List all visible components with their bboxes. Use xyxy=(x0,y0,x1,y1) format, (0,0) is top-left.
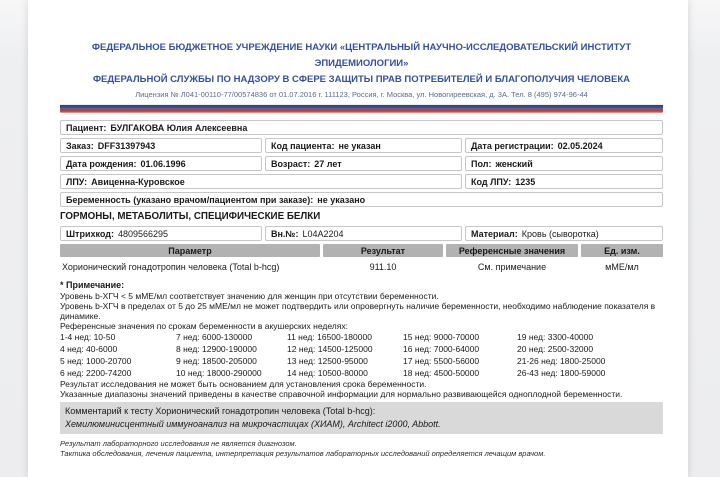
patient-row xyxy=(60,120,663,135)
ref-range: 9 нед: 18500-205000 xyxy=(176,356,257,366)
ref-range: 7 нед: 6000-130000 xyxy=(176,332,253,342)
ref-range: 21-26 нед: 1800-25000 xyxy=(517,356,606,366)
ref-range: 10 нед: 18000-290000 xyxy=(176,368,262,378)
result-reference: См. примечание xyxy=(477,262,547,272)
patient-code-value: не указан xyxy=(338,140,381,151)
registration-date-label: Дата регистрации: xyxy=(471,140,554,151)
registration-date-value: 02.05.2024 xyxy=(557,140,603,151)
sex-label: Пол: xyxy=(471,158,492,169)
ref-range: 26-43 нед: 1800-59000 xyxy=(517,368,606,378)
test-comment-box xyxy=(60,402,663,434)
barcode-label: Штрихкод: xyxy=(66,228,114,239)
lpu-cell xyxy=(60,174,462,189)
note-title: * Примечание: xyxy=(60,280,125,290)
lpu-code-cell xyxy=(465,174,663,189)
comment-line-2: Хемилюминисцентный иммуноанализ на микрочастицах (ХИАМ), Architect i2000, Abbott. xyxy=(65,419,441,429)
note-line-2: Уровень b-ХГЧ в пределах от 5 до 25 мМЕ/мл не может подтвердить или опровергнуть наличие беременности, необходимо наблюдение показателя в динамике. xyxy=(60,301,656,321)
lpu-label: ЛПУ: xyxy=(66,176,88,187)
patient-code-cell xyxy=(265,138,462,153)
order-number: DFF31397943 xyxy=(97,140,156,151)
ref-range: 18 нед: 4500-50000 xyxy=(403,368,480,378)
ref-range: 16 нед: 7000-64000 xyxy=(403,344,480,354)
age-label: Возраст: xyxy=(271,158,311,169)
order-label: Заказ: xyxy=(66,140,94,151)
results-table-row xyxy=(60,260,663,274)
ref-range: 13 нед: 12500-95000 xyxy=(287,356,368,366)
age-value: 27 лет xyxy=(314,158,342,169)
note-after-2: Указанные диапазоны значений приведены в качестве справочной информации для нормально развивающейся одноплодной беременности. xyxy=(60,389,623,399)
birth-date-cell xyxy=(60,156,262,171)
birth-row xyxy=(60,156,663,171)
note-block xyxy=(60,280,663,399)
comment-line-1: Комментарий к тесту Хорионический гонадотропин человека (Total b-hcg): xyxy=(65,406,376,416)
ref-range: 6 нед: 2200-74200 xyxy=(60,368,132,378)
result-value: 911.10 xyxy=(369,262,397,272)
result-parameter: Хорионический гонадотропин человека (Total b-hcg) xyxy=(62,262,280,272)
tricolor-flag-bar xyxy=(60,104,663,113)
internal-number-value: L04A2204 xyxy=(302,228,344,239)
column-header-reference: Референсные значения xyxy=(446,244,578,257)
lpu-code-value: 1235 xyxy=(515,176,536,187)
column-header-units: Ед. изм. xyxy=(581,244,663,257)
result-units: мМЕ/мл xyxy=(605,262,639,272)
report-page xyxy=(28,0,688,477)
age-cell xyxy=(265,156,462,171)
ref-range: 4 нед: 40-6000 xyxy=(60,344,118,354)
ref-range: 1-4 нед: 10-50 xyxy=(60,332,116,342)
lpu-value: Авиценна-Куровское xyxy=(91,176,185,187)
ref-range: 17 нед: 5500-56000 xyxy=(403,356,480,366)
birth-date-value: 01.06.1996 xyxy=(140,158,186,169)
lpu-row xyxy=(60,174,663,189)
ref-range: 19 нед: 3300-40000 xyxy=(517,332,594,342)
note-after-1: Результат исследования не может быть основанием для установления срока беременности. xyxy=(60,379,427,389)
report-content xyxy=(28,40,688,459)
barcode-value: 4809566295 xyxy=(117,228,169,239)
pregnancy-label: Беременность (указано врачом/пациентом при заказе): xyxy=(66,194,314,205)
sex-value: женский xyxy=(495,158,533,169)
order-cell xyxy=(60,138,262,153)
license-line: Лицензия № Л041-00110-77/00574836 от 01.07.2016 г. 111123, Россия, г. Москва, ул. Новогиреевская, д. 3А. Тел. 8 (495) 974-96-44 xyxy=(135,90,588,99)
patient-name-cell xyxy=(60,120,663,135)
disclaimer-line-2: Тактика обследования, лечения пациента, интерпретация результатов лабораторных исследований определяется лечащим врачом. xyxy=(60,449,546,458)
internal-number-label: Вн.№: xyxy=(271,228,299,239)
disclaimer-line-1: Результат лабораторного исследования не является диагнозом. xyxy=(60,439,297,448)
pregnancy-cell xyxy=(60,192,663,207)
patient-label: Пациент: xyxy=(66,122,107,133)
results-table-header xyxy=(60,244,663,257)
ref-range: 8 нед: 12900-190000 xyxy=(176,344,257,354)
ref-range: 11 нед: 16500-180000 xyxy=(287,332,372,342)
ref-range: 20 нед: 2500-32000 xyxy=(517,344,594,354)
disclaimer-block xyxy=(60,439,663,459)
org-header xyxy=(60,40,663,113)
ref-range: 15 нед: 9000-70000 xyxy=(403,332,480,342)
ref-range: 14 нед: 10500-80000 xyxy=(287,368,368,378)
barcode-cell xyxy=(60,226,262,241)
section-title: ГОРМОНЫ, МЕТАБОЛИТЫ, СПЕЦИФИЧЕСКИЕ БЕЛКИ xyxy=(60,211,321,222)
column-header-result: Результат xyxy=(323,244,443,257)
registration-date-cell xyxy=(465,138,663,153)
ref-range: 5 нед: 1000-20700 xyxy=(60,356,132,366)
patient-card xyxy=(60,120,663,207)
patient-code-label: Код пациента: xyxy=(271,140,335,151)
specimen-row xyxy=(60,226,663,241)
reference-ranges-title: Референсные значения по срокам беременности в акушерских неделях: xyxy=(60,321,348,331)
material-cell xyxy=(465,226,663,241)
birth-date-label: Дата рождения: xyxy=(66,158,137,169)
internal-number-cell xyxy=(265,226,462,241)
column-header-parameter: Параметр xyxy=(60,244,320,257)
lpu-code-label: Код ЛПУ: xyxy=(471,176,512,187)
sex-cell xyxy=(465,156,663,171)
note-line-1: Уровень b-ХГЧ < 5 мМЕ/мл соответствует значению для женщин при отсутствии беременности. xyxy=(60,291,439,301)
pregnancy-row xyxy=(60,192,663,207)
ref-range: 12 нед: 14500-125000 xyxy=(287,344,373,354)
pregnancy-value: не указано xyxy=(317,194,366,205)
org-name-line1: ФЕДЕРАЛЬНОЕ БЮДЖЕТНОЕ УЧРЕЖДЕНИЕ НАУКИ «ЦЕНТРАЛЬНЫЙ НАУЧНО-ИССЛЕДОВАТЕЛЬСКИЙ ИНСТИТУТ ЭПИДЕМИОЛОГИИ» xyxy=(91,42,632,69)
reference-ranges-grid xyxy=(60,331,663,379)
patient-name: БУЛГАКОВА Юлия Алексеевна xyxy=(110,122,248,133)
order-row xyxy=(60,138,663,153)
material-value: Кровь (сыворотка) xyxy=(521,228,599,239)
org-name-line2: ФЕДЕРАЛЬНОЙ СЛУЖБЫ ПО НАДЗОРУ В СФЕРЕ ЗАЩИТЫ ПРАВ ПОТРЕБИТЕЛЕЙ И БЛАГОПОЛУЧИЯ ЧЕЛОВЕКА xyxy=(92,74,631,85)
material-label: Материал: xyxy=(471,228,518,239)
